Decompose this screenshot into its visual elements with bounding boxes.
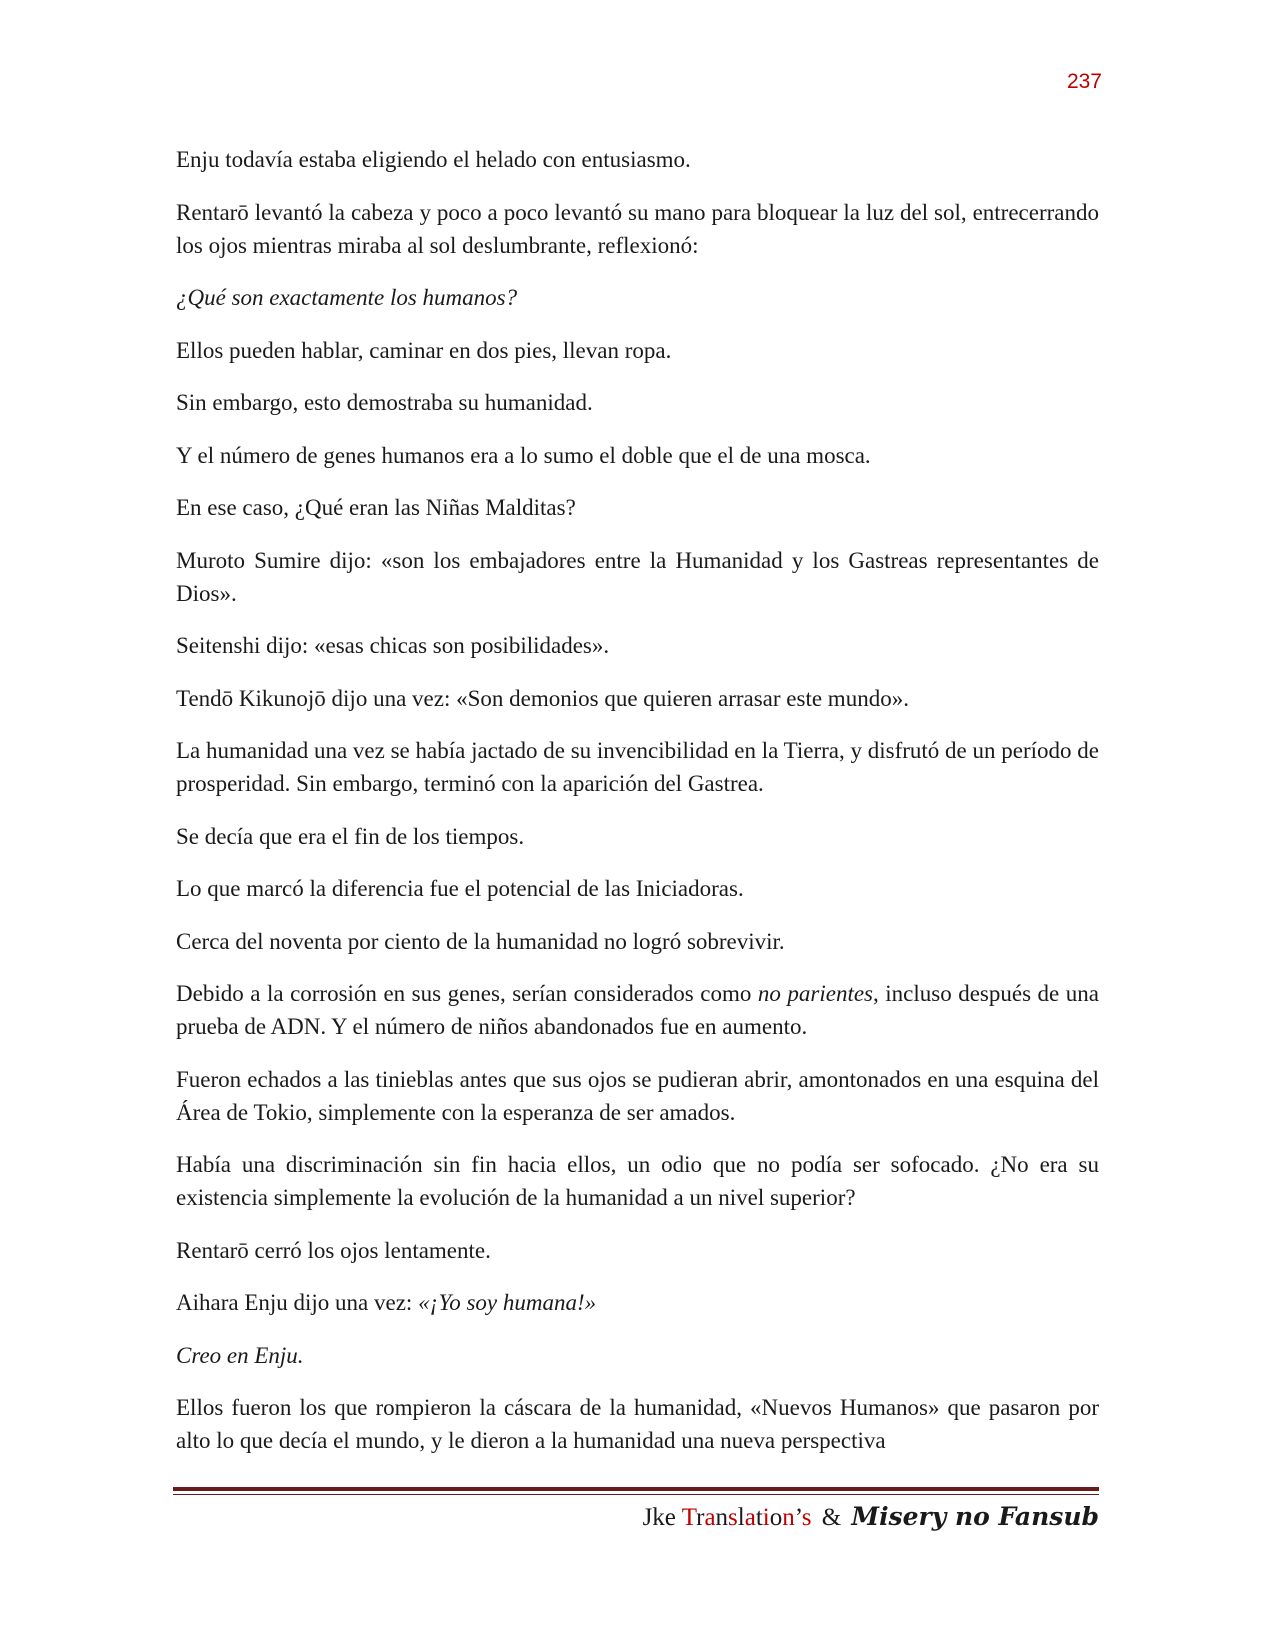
footer-letter: a [744,1504,756,1531]
paragraph-13: Lo que marcó la diferencia fue el potencial de las Iniciadoras. [176,876,744,901]
footer-ampersand: & [821,1504,842,1531]
paragraph-17: Había una discriminación sin fin hacia ellos, un odio que no podía ser sofocado. ¿No era su existencia simplemente la evolución de la humanidad a un nivel superior? [176,1152,1099,1210]
footer-letter: r [696,1504,705,1531]
paragraph-5: Sin embargo, esto demostraba su humanidad. [176,390,593,415]
paragraph-16: Fueron echados a las tinieblas antes que sus ojos se pudieran abrir, amontonados en una esquina del Área de Tokio, simplemente con la esperanza de ser amados. [176,1066,1099,1125]
paragraph-19-before: Aihara Enju dijo una vez: [176,1290,419,1315]
paragraph-15-before: Debido a la corrosión en sus genes, serían considerados como [176,981,758,1006]
footer-letter: t [755,1504,763,1531]
footer-letter: T [681,1504,697,1531]
footer-letter: l [737,1504,745,1531]
footer-rule-thin [173,1494,1099,1495]
paragraph-20-italic: Creo en Enju. [176,1342,304,1368]
paragraph-6: Y el número de genes humanos era a lo sumo el doble que el de una mosca. [176,442,871,468]
paragraph-4: Ellos pueden hablar, caminar en dos pies, llevan ropa. [176,337,672,363]
page-number: 237 [1066,70,1102,93]
paragraph-15-emphasis: no parientes [757,981,873,1006]
paragraph-21: Ellos fueron los que rompieron la cáscara de la humanidad, «Nuevos Humanos» que pasaron por alto lo que decía el mundo, y le dieron a la humanidad una nueva perspectiva [176,1395,1099,1453]
footer-letter: a [704,1504,716,1531]
paragraph-19 [176,1286,1099,1319]
paragraph-11: La humanidad una vez se había jactado de su invencibilidad en la Tierra, y disfrutó de un período de prosperidad. Sin embargo, terminó con la aparición del Gastrea. [176,738,1099,796]
paragraph-15-after: , incluso después de una prueba de ADN. Y el número de niños abandonados fue en aumento. [176,981,1099,1039]
paragraph-14: Cerca del noventa por ciento de la humanidad no logró sobrevivir. [176,928,785,954]
footer-jke: Jke [642,1504,682,1531]
footer-letter: i [762,1504,770,1531]
footer-letter: s [728,1504,738,1531]
footer-letter: n [715,1504,729,1531]
paragraph-8: Muroto Sumire dijo: «son los embajadores entre la Humanidad y los Gastreas representantes de Dios». [176,547,1099,606]
footer-letter: n [782,1504,795,1531]
paragraph-19-emphasis: «¡Yo soy humana!» [418,1290,597,1315]
paragraph-12: Se decía que era el fin de los tiempos. [176,823,525,849]
footer-letter: s [801,1504,812,1531]
paragraph-9: Seitenshi dijo: «esas chicas son posibilidades». [176,633,610,658]
paragraph-15 [176,977,1099,1043]
footer-credit [643,1502,1099,1532]
footer-letter: o [769,1504,783,1531]
footer-misery-logo: Misery no Fansub [851,1502,1099,1531]
paragraph-10: Tendō Kikunojō dijo una vez: «Son demonios que quieren arrasar este mundo». [176,685,909,711]
paragraph-3-italic: ¿Qué son exactamente los humanos? [176,285,518,310]
footer-rule-thick [173,1487,1099,1491]
footer-letter: ’ [794,1504,802,1531]
paragraph-18: Rentarō cerró los ojos lentamente. [176,1237,491,1263]
document-body [176,143,1099,1457]
paragraph-1: Enju todavía estaba eligiendo el helado con entusiasmo. [176,147,691,172]
paragraph-7: En ese caso, ¿Qué eran las Niñas Malditas? [176,495,576,520]
paragraph-2: Rentarō levantó la cabeza y poco a poco levantó su mano para bloquear la luz del sol, entrecerrando los ojos mientras miraba al sol deslumbrante, reflexionó: [176,199,1099,258]
